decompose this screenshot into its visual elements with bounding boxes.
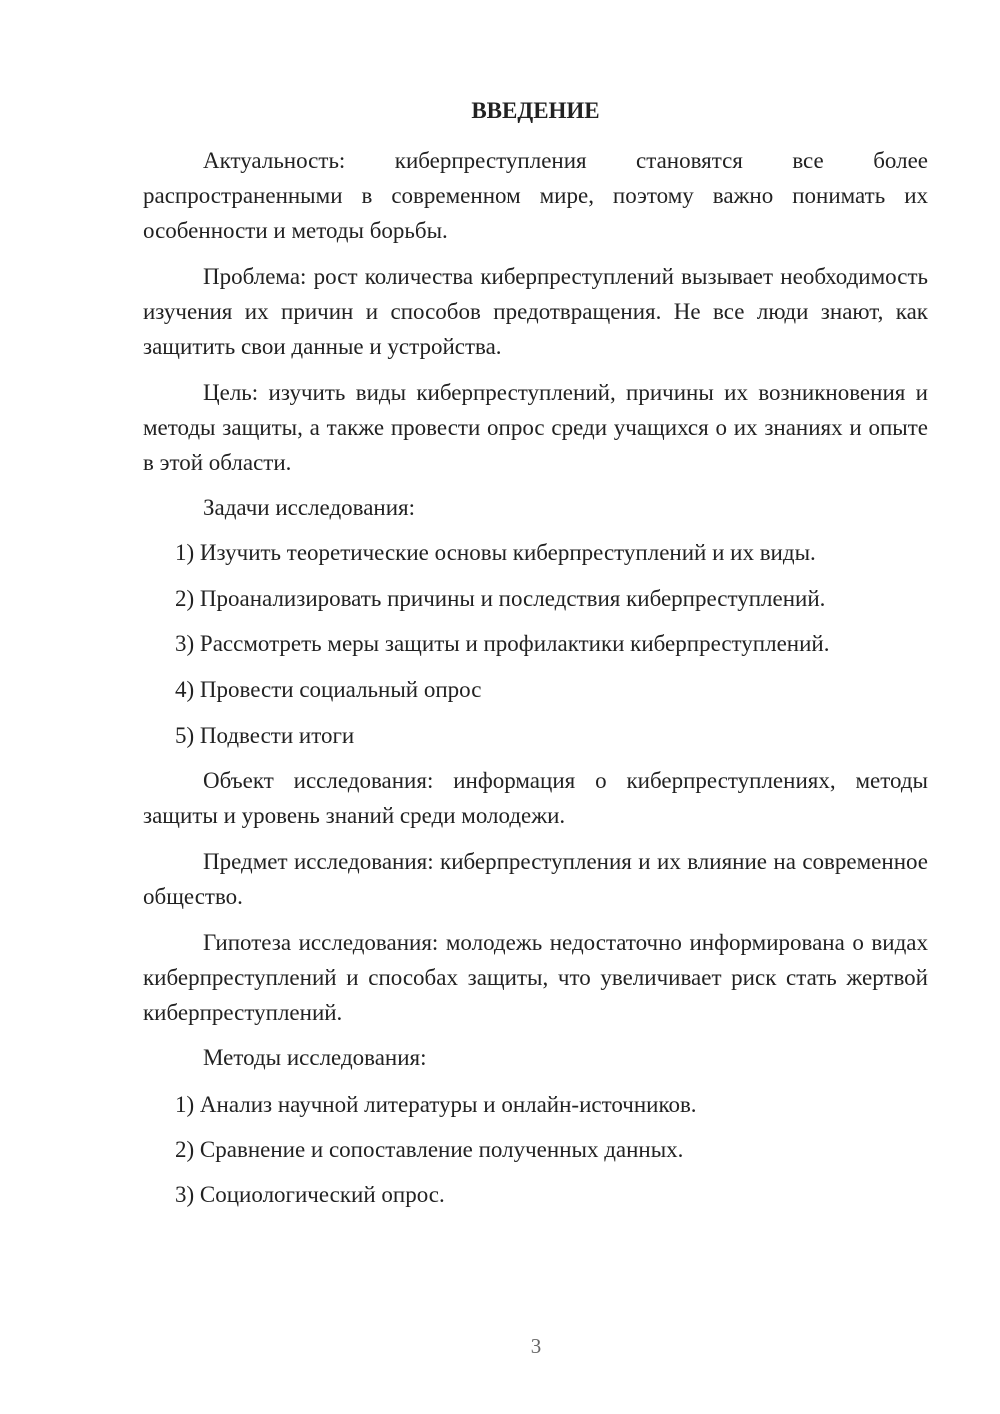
paragraph-object: Объект исследования: информация о киберпреступлениях, методы защиты и уровень знаний среди молодежи. [143,768,928,828]
page-number: 3 [530,1334,542,1358]
task-item: 2) Проанализировать причины и последствия киберпреступлений. [175,586,826,611]
paragraph-problem: Проблема: рост количества киберпреступлений вызывает необходимость изучения их причин и способов предотвращения. Не все люди знают, как защитить свои данные и устройства. [143,264,928,359]
section-title: ВВЕДЕНИЕ [471,98,600,123]
paragraph-relevance: Актуальность: киберпреступления становятся все более распространенными в современном мире, поэтому важно понимать их особенности и методы борьбы. [143,148,928,243]
method-item: 2) Сравнение и сопоставление полученных данных. [175,1137,684,1162]
paragraph-hypothesis: Гипотеза исследования: молодежь недостаточно информирована о видах киберпреступлений и способах защиты, что увеличивает риск стать жертвой киберпреступлений. [143,930,928,1025]
task-item: 4) Провести социальный опрос [175,677,482,702]
method-item: 3) Социологический опрос. [175,1182,445,1207]
task-item: 1) Изучить теоретические основы киберпреступлений и их виды. [175,540,816,565]
tasks-heading: Задачи исследования: [203,495,416,520]
task-item: 5) Подвести итоги [175,723,355,748]
task-item: 3) Рассмотреть меры защиты и профилактики киберпреступлений. [175,631,830,656]
paragraph-subject: Предмет исследования: киберпреступления и их влияние на современное общество. [143,849,928,909]
method-item: 1) Анализ научной литературы и онлайн-источников. [175,1092,697,1117]
paragraph-goal: Цель: изучить виды киберпреступлений, причины их возникновения и методы защиты, а также провести опрос среди учащихся о их знаниях и опыте в этой области. [143,380,928,475]
methods-heading: Методы исследования: [203,1045,427,1070]
